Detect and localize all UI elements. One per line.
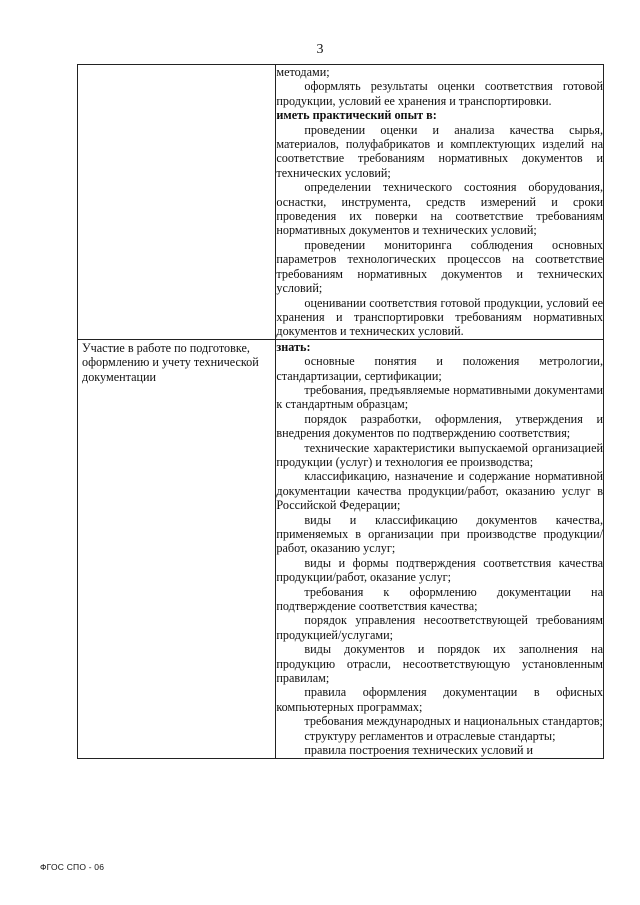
section-heading: знать: — [276, 339, 311, 354]
table-cell-left — [78, 339, 276, 758]
page-number: 3 — [316, 42, 324, 57]
list-item: технические характеристики выпускаемой организацией продукции (услуг) и технология ее производства; — [276, 440, 603, 469]
list-item: правила оформления документации в офисных компьютерных программах; — [276, 685, 603, 714]
table-row — [78, 65, 604, 340]
list-item: оформлять результаты оценки соответствия готовой продукции, условий ее хранения и транспортировки. — [276, 79, 603, 108]
table-row — [78, 339, 604, 758]
list-item: виды и формы подтверждения соответствия качества продукции/работ, оказание услуг; — [276, 555, 603, 585]
list-item: виды и классификацию документов качества, применяемых в организации при производстве продукции/работ, оказанию услуг; — [276, 512, 603, 556]
list-item: оценивании соответствия готовой продукции, условий ее хранения и транспортировки требованиям нормативных документов и технических условий. — [276, 295, 603, 339]
activity-label — [78, 65, 275, 66]
table-cell-right — [276, 65, 604, 340]
list-item: правила построения технических условий и — [304, 743, 534, 758]
list-item: определении технического состояния оборудования, оснастки, инструмента, средств измерений и сроки проведения их поверки на соответствие требованиям нормативных документов и технических условий; — [276, 180, 603, 238]
section-heading: иметь практический опыт в: — [276, 108, 437, 123]
list-item: виды документов и порядок их заполнения на продукцию отрасли, несоответствующую установленным правилам; — [276, 642, 603, 686]
list-item: требования международных и национальных стандартов; — [304, 714, 603, 729]
list-item: требования, предъявляемые нормативными документами к стандартным образцам; — [276, 382, 603, 412]
list-item: проведении оценки и анализа качества сырья, материалов, полуфабрикатов и комплектующих изделий на соответствие требованиям нормативных документов и технических условий; — [276, 122, 603, 180]
list-item: порядок управления несоответствующей требованиям продукцией/услугами; — [276, 613, 603, 642]
list-item: порядок разработки, оформления, утверждения и внедрения документов по подтверждению соответствия; — [276, 411, 603, 441]
list-item: классификацию, назначение и содержание нормативной документации качества продукции/работ, оказанию услуг в Российской Федерации; — [276, 469, 603, 513]
list-item: структуру регламентов и отраслевые стандарты; — [304, 728, 556, 743]
table-cell-left — [78, 65, 276, 340]
activity-label: Участие в работе по подготовке, оформлению и учету технической документации — [82, 340, 259, 384]
footer-standard-code: ФГОС СПО - 06 — [40, 862, 105, 872]
competency-table — [77, 64, 604, 759]
list-item: требования к оформлению документации на подтверждение соответствия качества; — [276, 584, 603, 614]
list-item: проведении мониторинга соблюдения основных параметров технологических процессов на соответствие требованиям нормативных документов и технических условий; — [276, 237, 603, 296]
list-item: основные понятия и положения метрологии, стандартизации, сертификации; — [276, 354, 603, 383]
table-cell-right — [276, 339, 604, 758]
list-item: методами; — [276, 65, 330, 79]
